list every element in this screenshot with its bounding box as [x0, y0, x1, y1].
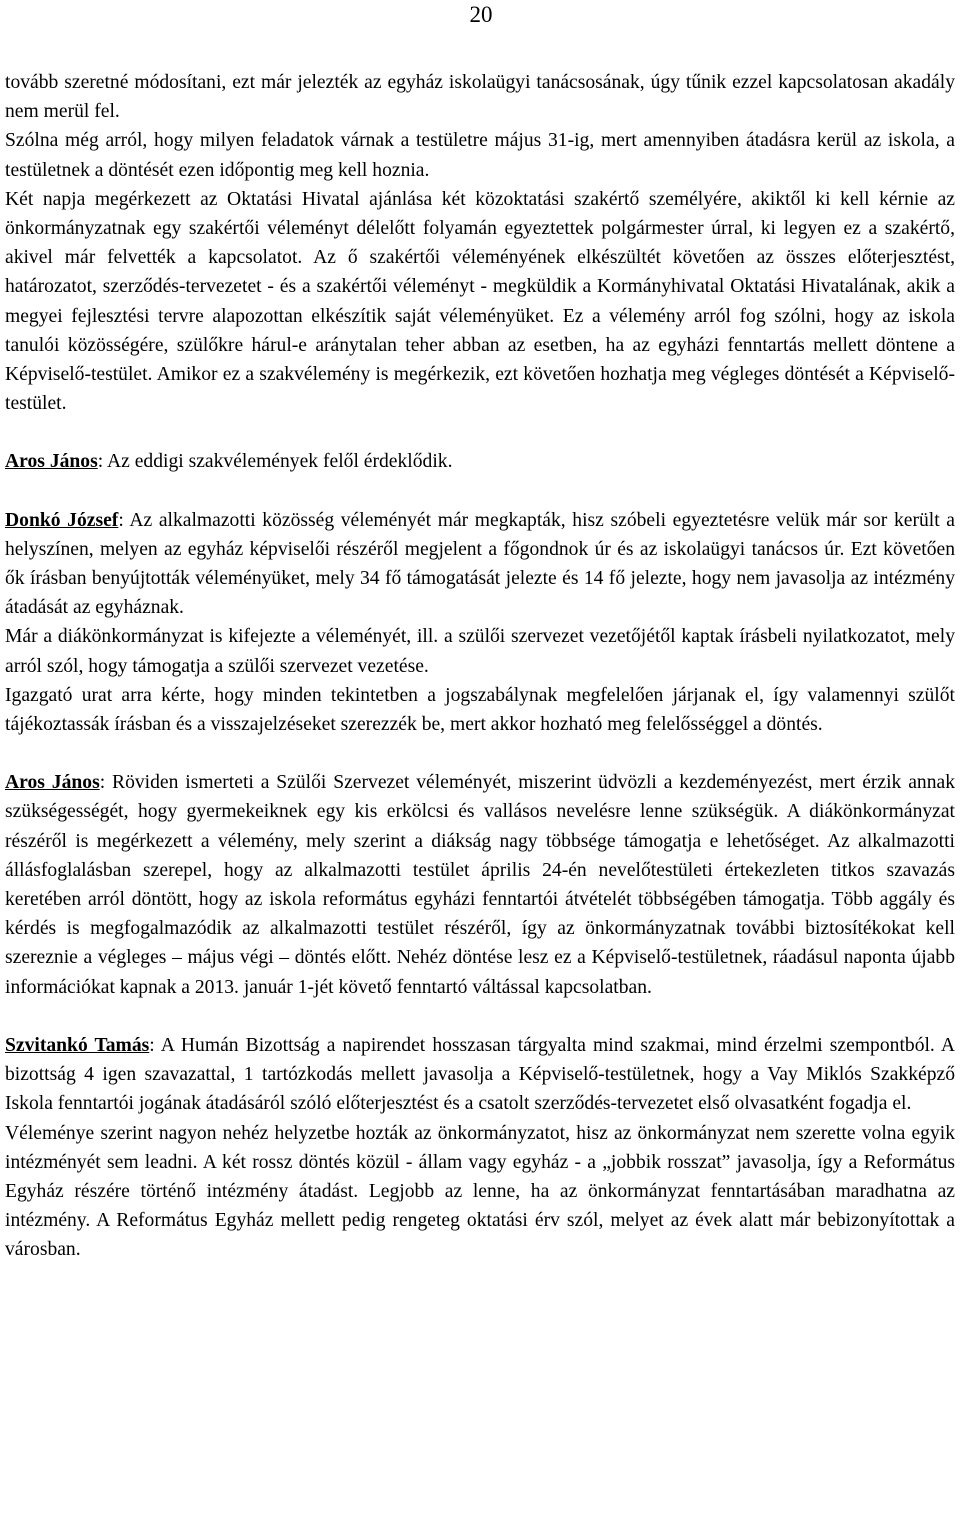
speech-szvitanko — [5, 1031, 955, 1119]
paragraph: Két napja megérkezett az Oktatási Hivatal ajánlása két közoktatási szakértő személyére, akiktől ki kell kérnie az önkormányzatnak egy szakértői véleményt délelőtt folyamán egyeztettek polgármester úrral, ki legyen ez a szakértő, akivel már felvették a kapcsolatot. Az ő szakértői véleményének elkészültét követően az összes előterjesztést, határozatot, szerződés-tervezetet - és a szakértői véleményt - megküldik a Kormányhivatal Oktatási Hivatalának, akik a megyei fejlesztési tervre alapozottan elkészítik saját véleményüket. Ez a vélemény arról fog szólni, hogy az iskola tanulói közösségére, szülőkre hárul-e aránytalan teher abban az esetben, ha az egyházi fenntartás mellett döntene a Képviselő-testület. Amikor ez a szakvélemény is megérkezik, ezt követően hozhatja meg végleges döntését a Képviselő-testület. — [5, 188, 955, 415]
page-number: 20 — [469, 2, 493, 27]
speech-donko — [5, 506, 955, 623]
paragraph: Szólna még arról, hogy milyen feladatok várnak a testületre május 31-ig, mert amennyiben átadásra kerül az iskola, a testületnek a döntését ezen időpontig meg kell hoznia. — [5, 130, 955, 181]
speaker-name: Aros János — [5, 772, 100, 794]
paragraph: Igazgató urat arra kérte, hogy minden tekintetben a jogszabálynak megfelelően járjanak el, így valamennyi szülőt tájékoztassák írásban és a visszajelzéseket szerezzék be, mert akkor hozható meg felelősséggel a döntés. — [5, 684, 955, 736]
paragraph: tovább szeretné módosítani, ezt már jelezték az egyház iskolaügyi tanácsosának, úgy tűnik ezzel kapcsolatosan akadály nem merül fel. — [5, 72, 955, 123]
speech-text: : Az eddigi szakvélemények felől érdeklődik. — [97, 451, 453, 473]
paragraph: Már a diákönkormányzat is kifejezte a véleményét, ill. a szülői szervezet vezetőjétől kaptak írásbeli nyilatkozatot, mely arról szól, hogy támogatja a szülői szervezet vezetése. — [5, 626, 955, 677]
speech-text: : Az alkalmazotti közösség véleményét már megkapták, hisz szóbeli egyeztetésre velük már sor került a helyszínen, melyen az egyház képviselői részéről megjelent a főgondnok úr és az iskolaügyi tanácsos úr. Ezt követően ők írásban benyújtották véleményüket, mely 34 fő támogatását jelezte és 14 fő jelezte, hogy nem javasolja az intézmény átadását az egyháznak. — [5, 509, 955, 619]
speech-aros-1 — [5, 447, 955, 476]
document-body — [5, 68, 955, 1265]
speaker-name: Szvitankó Tamás — [5, 1034, 150, 1056]
speech-text: : Röviden ismerteti a Szülői Szervezet véleményét, miszerint üdvözli a kezdeményezést, mert érzik annak szükségességét, hogy gyermekeiknek egy kis erkölcsi és vallásos nevelésre lenne szükségük. A diákönkormányzat részéről is megérkezett a vélemény, mely szerint a diákság nagy többsége támogatja e lehetőséget. Az alkalmazotti állásfoglalásban szerepel, hogy az alkalmazotti testület április 24-én nevelőtestületi értekezleten titkos szavazás keretében arról döntött, hogy az iskola református egyházi fenntartói átvételét többségében támogatja. Több aggály és kérdés is megfogalmazódik az alkalmazotti testület részéről, így az önkormányzatnak további biztosítékokat kell szereznie a végleges – május végi – döntés előtt. Nehéz döntése lesz ez a Képviselő-testületnek, ráadásul naponta újabb információkat kapnak a 2013. január 1-jét követő fenntartó váltással kapcsolatban. — [5, 772, 955, 998]
speaker-name: Aros János — [5, 451, 98, 473]
speech-text: : A Humán Bizottság a napirendet hosszasan tárgyalta mind szakmai, mind érzelmi szempontból. A bizottság 4 igen szavazattal, 1 tartózkodás mellett javasolja a Képviselő-testületnek, hogy a Vay Miklós Szakképző Iskola fenntartói jogának átadásáról szóló előterjesztést és a csatolt szerződés-tervezetet első olvasatként fogadja el. — [5, 1034, 955, 1115]
speech-aros-2 — [5, 768, 955, 1002]
speaker-name: Donkó József — [5, 509, 119, 531]
paragraph: Véleménye szerint nagyon nehéz helyzetbe hozták az önkormányzatot, hisz az önkormányzat nem szerette volna egyik intézményét sem leadni. A két rossz döntés közül - állam vagy egyház - a „jobbik rosszat” javasolja, így a Református Egyház részére történő intézmény átadást. Legjobb az lenne, ha az önkormányzat fenntartásában maradhatna az intézmény. A Református Egyház mellett pedig rengeteg oktatási érv szól, melyet az évek alatt már bebizonyítottak a városban. — [5, 1122, 955, 1261]
